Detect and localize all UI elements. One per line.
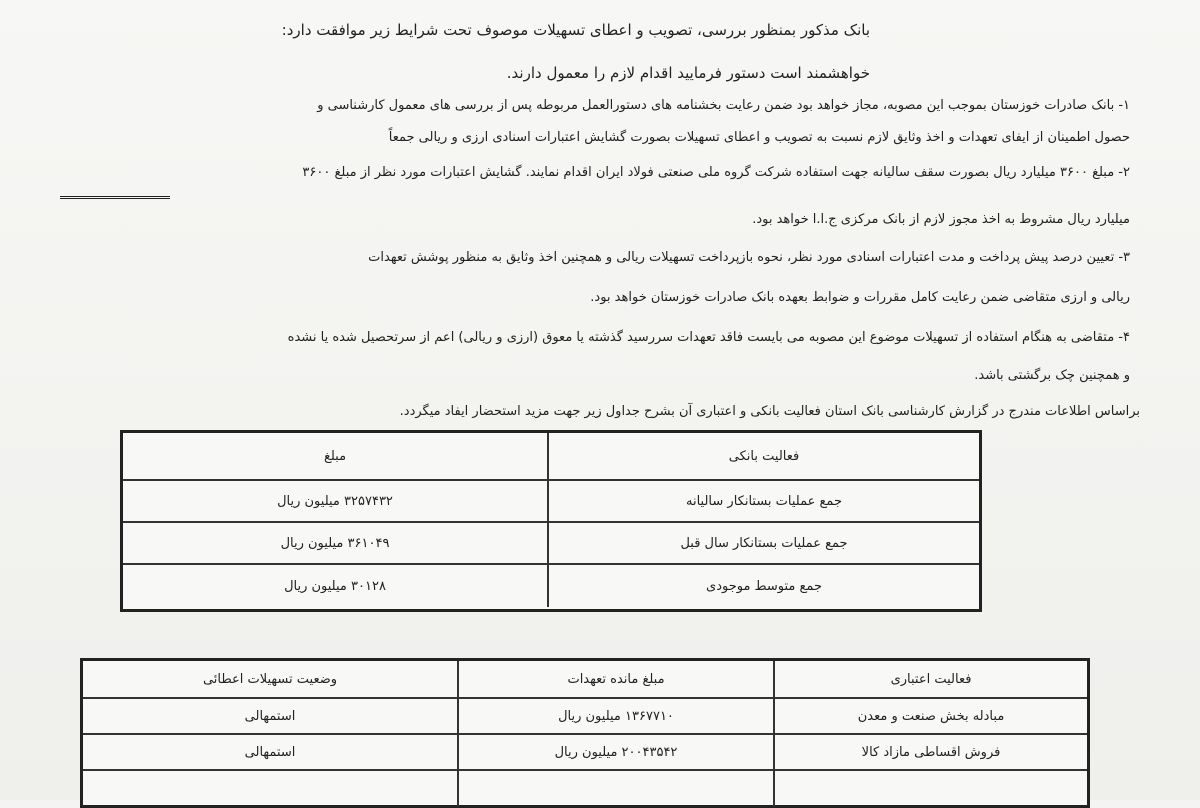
table-cell: جمع متوسط موجودی — [706, 578, 822, 594]
underline-mark — [60, 196, 170, 199]
table-header-row — [123, 433, 979, 481]
table-cell: مبادله بخش صنعت و معدن — [857, 708, 1005, 724]
paragraph-line: میلیارد ریال مشروط به اخذ مجوز لازم از بانک مرکزی ج.ا.ا خواهد بود. — [752, 212, 1130, 227]
paragraph-line: براساس اطلاعات مندرج در گزارش کارشناسی بانک استان فعالیت بانکی و اعتباری آن بشرح جداول زیر جهت مزید استحضار ایفاد میگردد. — [399, 404, 1140, 419]
table-header-cell: مبلغ — [123, 433, 549, 479]
paragraph-line: بانک مذکور بمنظور بررسی، تصویب و اعطای تسهیلات موصوف تحت شرایط زیر موافقت دارد: — [281, 21, 870, 39]
paragraph-line: ۴- متقاضی به هنگام استفاده از تسهیلات موضوع این مصوبه می بایست فاقد تعهدات سررسید گذشته یا معوق (ارزی و ریالی) اعم از سرتحصیل شده یا نشده — [287, 330, 1130, 345]
table-cell: استمهالی — [83, 735, 459, 769]
table-cell: جمع عملیات بستانکار سالیانه — [686, 493, 842, 509]
paragraph-line: ۱- بانک صادرات خوزستان بموجب این مصوبه، مجاز خواهد بود ضمن رعایت بخشنامه های دستورالعمل مربوطه پس از بررسی های معمول کارشناسی و — [317, 98, 1130, 113]
table-cell: استمهالی — [83, 699, 459, 733]
table-cell: فروش اقساطی مازاد کالا — [861, 744, 1001, 760]
table-row — [83, 699, 1087, 735]
table-cell: ۲۰۰۴۳۵۴۲ میلیون ریال — [459, 735, 775, 769]
table-header-cell: مبلغ مانده تعهدات — [459, 661, 775, 697]
table-row — [83, 735, 1087, 771]
table-cell — [459, 771, 775, 807]
table-cell: ۳۶۱۰۴۹ میلیون ریال — [123, 523, 549, 563]
table-cell: ۳۰۱۲۸ میلیون ریال — [123, 565, 549, 607]
paragraph-line: ریالی و ارزی متقاضی ضمن رعایت کامل مقررات و ضوابط بعهده بانک صادرات خوزستان خواهد بود. — [590, 290, 1130, 305]
paragraph-line: حصول اطمینان از ایفای تعهدات و اخذ وثایق لازم نسبت به تصویب و اعطای تسهیلات بصورت گشایش اعتبارات اسنادی ارزی و ریالی جمعاً — [388, 130, 1130, 145]
paragraph-line: ۳- تعیین درصد پیش پرداخت و مدت اعتبارات اسنادی مورد نظر، نحوه بازپرداخت تسهیلات ریالی و همچنین اخذ وثایق به منظور پوشش تعهدات — [368, 250, 1130, 265]
table-cell: ۱۳۶۷۷۱۰ میلیون ریال — [459, 699, 775, 733]
table-row — [123, 565, 979, 607]
table-cell — [775, 771, 1087, 807]
table-cell: جمع عملیات بستانکار سال قبل — [680, 535, 848, 551]
table-cell: ۳۲۵۷۴۳۲ میلیون ریال — [123, 481, 549, 521]
table-header-cell: فعالیت بانکی — [728, 448, 800, 464]
table-header-cell: فعالیت اعتباری — [890, 671, 972, 687]
table-header-cell: وضعیت تسهیلات اعطائی — [83, 661, 459, 697]
table-cell — [83, 771, 459, 807]
table-row — [83, 771, 1087, 807]
paragraph-line: ۲- مبلغ ۳۶۰۰ میلیارد ریال بصورت سقف سالیانه جهت استفاده شرکت گروه ملی صنعتی فولاد ایران اقدام نمایند. گشایش اعتبارات مورد نظر از مبلغ ۳۶۰۰ — [302, 165, 1130, 180]
table-row — [123, 481, 979, 523]
table-row — [123, 523, 979, 565]
paragraph-line: و همچنین چک برگشتی باشد. — [974, 368, 1130, 383]
banking-activity-table — [120, 430, 982, 612]
credit-activity-table — [80, 658, 1090, 808]
table-header-row — [83, 661, 1087, 699]
paragraph-line: خواهشمند است دستور فرمایید اقدام لازم را معمول دارند. — [506, 64, 870, 82]
